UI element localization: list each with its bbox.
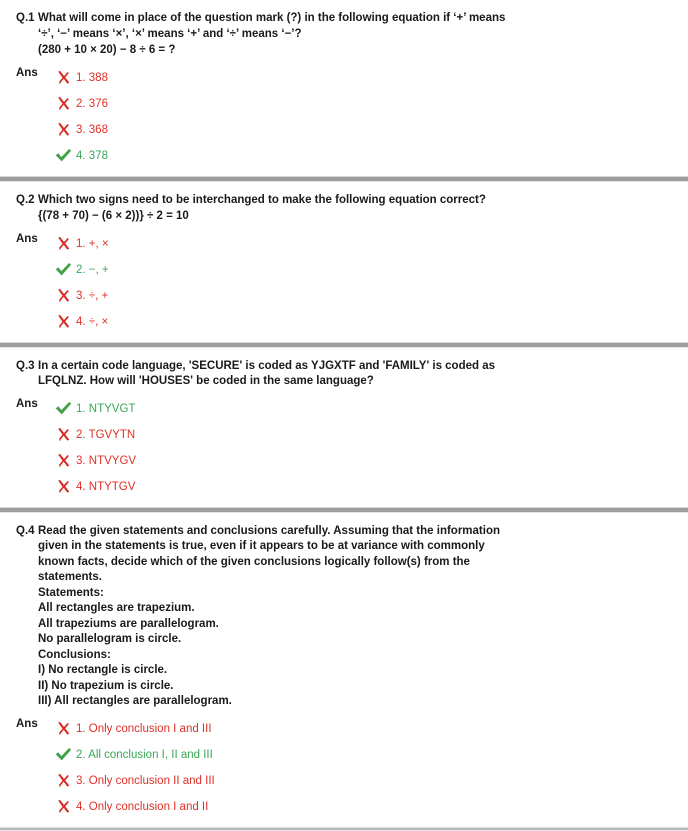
cross-icon	[54, 453, 73, 469]
question-block	[0, 513, 688, 827]
question-text	[38, 193, 680, 225]
answer-option[interactable]	[46, 283, 680, 309]
answer-option[interactable]	[46, 257, 680, 283]
answer-option[interactable]	[46, 794, 680, 820]
block-top-spacer	[8, 0, 680, 11]
option-label: 3. NTVYGV	[76, 454, 137, 467]
option-label: 2. All conclusion I, II and III	[76, 748, 213, 761]
option-label: 4. ÷, ×	[76, 315, 109, 328]
check-icon	[54, 262, 73, 278]
question-line: Read the given statements and conclusions carefully. Assuming that the information	[38, 524, 500, 537]
answer-label: Ans	[16, 66, 38, 79]
option-label: 2. 376	[76, 97, 108, 110]
question-number: Q.1	[16, 12, 35, 24]
answer-label: Ans	[16, 717, 38, 730]
option-list	[46, 716, 680, 820]
answer-option[interactable]	[46, 448, 680, 474]
check-icon	[54, 148, 73, 164]
answer-option[interactable]	[46, 91, 680, 117]
option-label: 4. Only conclusion I and II	[76, 800, 209, 813]
question-text	[38, 11, 680, 59]
answer-option[interactable]	[46, 474, 680, 500]
option-label: 1. NTYVGT	[76, 402, 136, 415]
option-label: 2. −, +	[76, 263, 109, 276]
question-line: II) No trapezium is circle.	[38, 679, 174, 692]
option-list	[46, 65, 680, 169]
question-number: Q.3	[16, 359, 35, 372]
question-line: All rectangles are trapezium.	[38, 602, 195, 614]
option-label: 3. ÷, +	[76, 289, 109, 302]
question-line: III) All rectangles are parallelogram.	[38, 695, 232, 707]
block-bottom-spacer	[8, 335, 680, 342]
question-text	[38, 359, 680, 390]
question-number: Q.4	[16, 524, 35, 537]
option-label: 2. TGVYTN	[76, 428, 136, 441]
block-bottom-spacer	[8, 500, 680, 507]
answer-label: Ans	[16, 232, 38, 245]
block-top-spacer	[8, 182, 680, 193]
cross-icon	[54, 799, 73, 815]
option-list	[46, 231, 680, 335]
answer-option[interactable]	[46, 143, 680, 169]
answer-row	[8, 65, 680, 169]
question-line: known facts, decide which of the given conclusions logically follow(s) from the	[38, 555, 470, 568]
option-label: 3. Only conclusion II and III	[76, 774, 215, 787]
question-line: What will come in place of the question mark (?) in the following equation if ‘+’ means	[38, 12, 506, 24]
option-label: 4. NTYTGV	[76, 480, 136, 493]
question-line: statements.	[38, 571, 102, 583]
cross-icon	[54, 773, 73, 789]
section-divider	[0, 827, 688, 831]
question-row	[8, 193, 680, 225]
question-line: Conclusions:	[38, 648, 111, 661]
answer-option[interactable]	[46, 716, 680, 742]
question-number: Q.2	[16, 193, 35, 206]
option-list	[46, 396, 680, 500]
cross-icon	[54, 479, 73, 495]
answer-option[interactable]	[46, 117, 680, 143]
question-line: I) No rectangle is circle.	[38, 664, 168, 676]
answer-option[interactable]	[46, 309, 680, 335]
question-line: ‘÷’, ‘−’ means ‘×’, ‘×’ means ‘+’ and ‘÷’ means ‘−’?	[38, 27, 302, 40]
answer-option[interactable]	[46, 422, 680, 448]
answer-option[interactable]	[46, 742, 680, 768]
question-equation: (280 + 10 × 20) − 8 ÷ 6 = ?	[38, 44, 176, 56]
question-block	[0, 0, 688, 176]
check-icon	[54, 747, 73, 763]
question-row	[8, 359, 680, 390]
option-label: 4. 378	[76, 149, 108, 162]
option-label: 1. Only conclusion I and III	[76, 722, 212, 735]
option-label: 3. 368	[76, 123, 108, 136]
answer-option[interactable]	[46, 231, 680, 257]
check-icon	[54, 401, 73, 417]
question-line: LFQLNZ. How will 'HOUSES' be coded in the same language?	[38, 375, 374, 387]
question-line: Statements:	[38, 586, 104, 599]
question-row	[8, 524, 680, 710]
question-block	[0, 348, 688, 507]
cross-icon	[54, 314, 73, 330]
cross-icon	[54, 236, 73, 252]
question-text	[38, 524, 680, 710]
question-block	[0, 182, 688, 342]
block-top-spacer	[8, 348, 680, 359]
answer-row	[8, 716, 680, 820]
block-bottom-spacer	[8, 169, 680, 176]
question-line: given in the statements is true, even if it appears to be at variance with commonly	[38, 540, 485, 552]
cross-icon	[54, 427, 73, 443]
question-equation: {(78 + 70) − (6 × 2))} ÷ 2 = 10	[38, 210, 189, 222]
answer-label: Ans	[16, 397, 38, 410]
answer-option[interactable]	[46, 65, 680, 91]
block-top-spacer	[8, 513, 680, 524]
answer-row	[8, 396, 680, 500]
answer-option[interactable]	[46, 396, 680, 422]
cross-icon	[54, 96, 73, 112]
question-line: Which two signs need to be interchanged to make the following equation correct?	[38, 193, 486, 206]
question-row	[8, 11, 680, 59]
question-line: All trapeziums are parallelogram.	[38, 617, 219, 630]
option-label: 1. 388	[76, 71, 108, 84]
question-line: In a certain code language, 'SECURE' is coded as YJGXTF and 'FAMILY' is coded as	[38, 359, 496, 372]
answer-row	[8, 231, 680, 335]
block-bottom-spacer	[8, 820, 680, 827]
cross-icon	[54, 70, 73, 86]
question-line: No parallelogram is circle.	[38, 633, 182, 645]
cross-icon	[54, 122, 73, 138]
option-label: 1. +, ×	[76, 237, 109, 250]
cross-icon	[54, 288, 73, 304]
cross-icon	[54, 721, 73, 737]
